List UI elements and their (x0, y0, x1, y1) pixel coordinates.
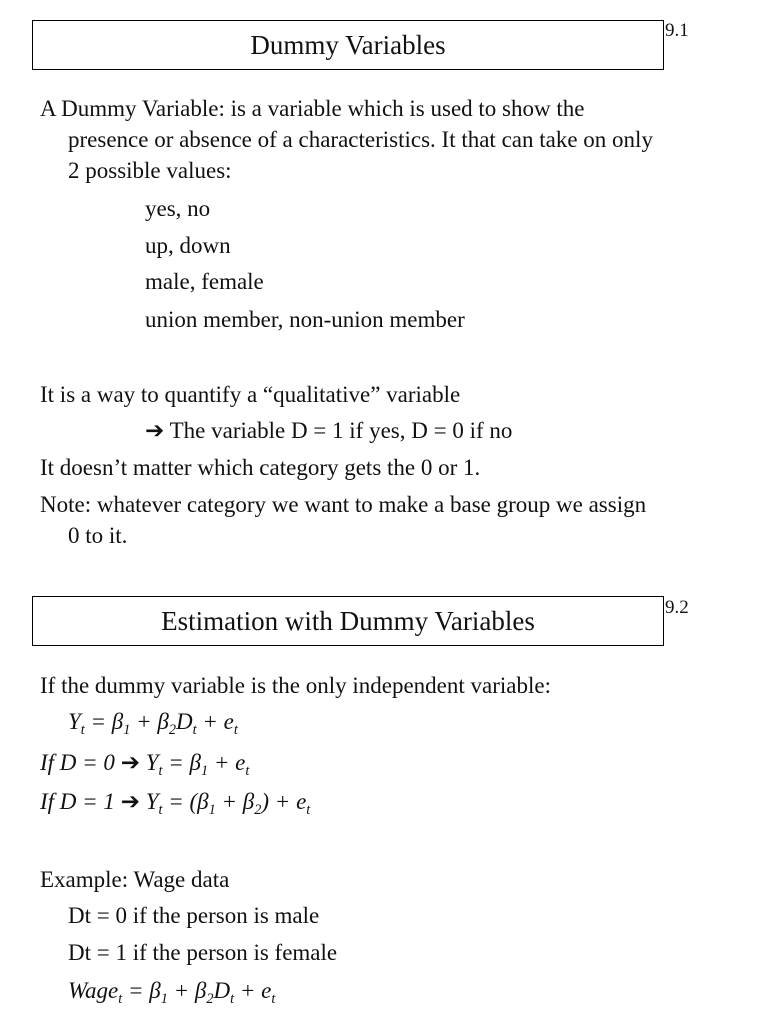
dt-one-line: Dt = 1 if the person is female (68, 940, 338, 965)
equation-d-one: If D = 1 ➔ $Y_t = (\beta_1 + \beta_2) + e_t$ (40, 789, 311, 818)
definition-line-2: presence or absence of a characteristics. It that can take on only (68, 127, 653, 152)
arrow-icon: ➔ (120, 789, 140, 814)
wage-equation: Wage$_t$ = $\beta_1 + \beta_2D_t + e_t$ (68, 978, 276, 1007)
arrow-icon: ➔ (145, 418, 165, 443)
example-line: Example: Wage data (40, 867, 230, 892)
intro-line: If the dummy variable is the only independent variable: (40, 673, 551, 698)
matter-line: It doesn’t matter which category gets the 0 or 1. (40, 455, 481, 480)
arrow-icon: ➔ (120, 750, 140, 775)
definition-line-3: 2 possible values: (68, 158, 232, 183)
note-line-2: 0 to it. (68, 523, 128, 548)
slide-2-number: 9.2 (665, 597, 689, 618)
dt-zero-line: Dt = 0 if the person is male (68, 903, 320, 928)
note-line-1: Note: whatever category we want to make a base group we assign (40, 492, 647, 517)
value-pair-yes-no: yes, no (145, 196, 211, 221)
rule-text: The variable D = 1 if yes, D = 0 if no (169, 418, 513, 443)
value-pair-male-female: male, female (145, 269, 264, 294)
value-pair-up-down: up, down (145, 233, 231, 258)
rule-line (145, 417, 512, 445)
quantify-line: It is a way to quantify a “qualitative” variable (40, 382, 461, 407)
model-equation: $Y_t = \beta_1 + \beta_2D_t + e_t$ (68, 709, 238, 738)
definition-line-1: A Dummy Variable: is a variable which is used to show the (40, 96, 585, 121)
slide-2-title: Estimation with Dummy Variables (32, 596, 664, 646)
value-pair-union: union member, non-union member (145, 307, 465, 332)
slide-1-title: Dummy Variables (32, 20, 664, 70)
equation-d-zero: If D = 0 ➔ $Y_t = \beta_1 + e_t$ (40, 750, 250, 779)
slide-1-number: 9.1 (665, 20, 689, 41)
